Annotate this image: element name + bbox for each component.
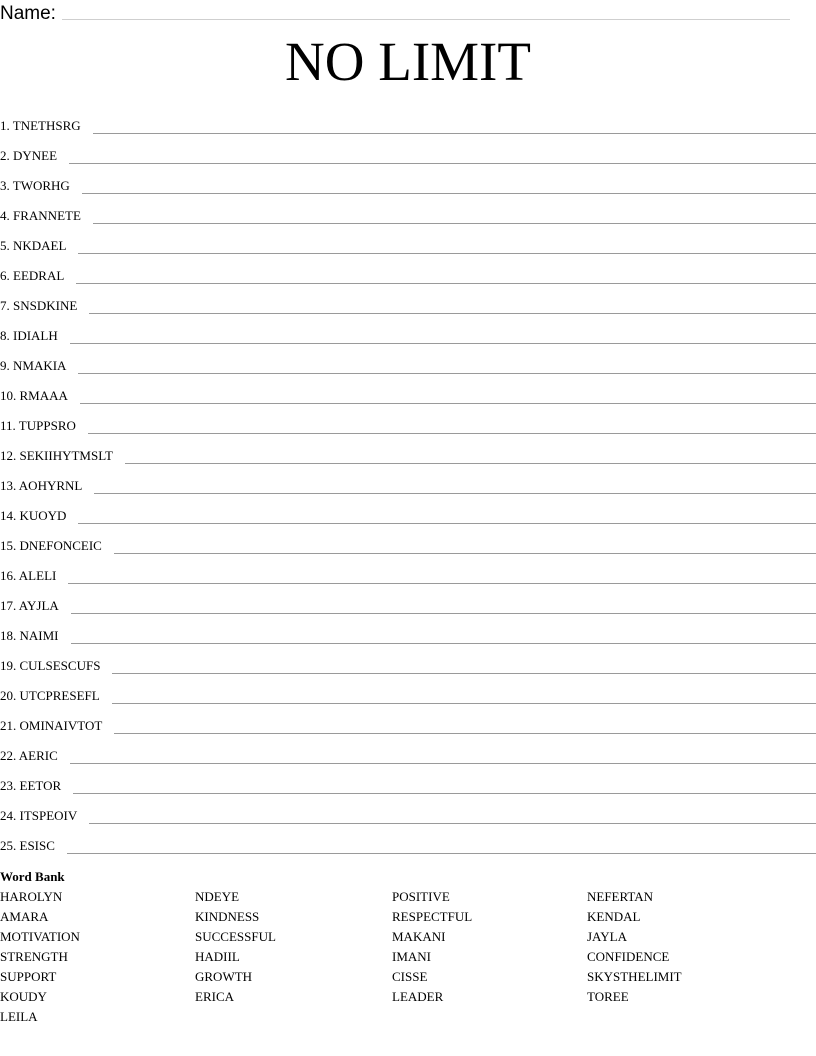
word-bank-item: STRENGTH	[0, 949, 68, 964]
item-number: 6.	[0, 268, 10, 283]
scramble-item	[0, 651, 816, 681]
item-number: 1.	[0, 118, 10, 133]
answer-line[interactable]	[112, 672, 816, 674]
scramble-label	[0, 508, 66, 524]
word-bank-item: SKYSTHELIMIT	[587, 969, 682, 984]
scrambled-word: OMINAIVTOT	[19, 718, 103, 733]
scrambled-word: EEDRAL	[13, 268, 65, 283]
answer-line[interactable]	[70, 342, 816, 344]
name-answer-line[interactable]	[62, 18, 790, 20]
word-bank-item: MAKANI	[392, 929, 446, 944]
item-number: 19.	[0, 658, 17, 673]
word-bank-item: NEFERTAN	[587, 889, 654, 904]
item-number: 22.	[0, 748, 17, 763]
word-bank-item: TOREE	[587, 989, 629, 1004]
item-number: 18.	[0, 628, 17, 643]
answer-line[interactable]	[80, 402, 816, 404]
scrambled-word: EETOR	[19, 778, 62, 793]
item-number: 3.	[0, 178, 10, 193]
scramble-item	[0, 201, 816, 231]
scramble-label	[0, 418, 76, 434]
scramble-label	[0, 448, 113, 464]
word-bank-item: MOTIVATION	[0, 929, 80, 944]
item-number: 5.	[0, 238, 10, 253]
scramble-item	[0, 831, 816, 861]
answer-line[interactable]	[125, 462, 816, 464]
item-number: 15.	[0, 538, 17, 553]
word-bank-item: CONFIDENCE	[587, 949, 670, 964]
word-bank-item: LEADER	[392, 989, 444, 1004]
item-number: 9.	[0, 358, 10, 373]
scramble-label	[0, 388, 68, 404]
answer-line[interactable]	[69, 162, 816, 164]
word-bank-item: GROWTH	[195, 969, 253, 984]
item-number: 25.	[0, 838, 17, 853]
word-bank-item: RESPECTFUL	[392, 909, 473, 924]
scramble-item	[0, 441, 816, 471]
word-bank-item: NDEYE	[195, 889, 240, 904]
scrambled-word: ITSPEOIV	[19, 808, 78, 823]
word-bank-item: SUCCESSFUL	[195, 929, 276, 944]
scramble-label	[0, 808, 77, 824]
word-bank-item: CISSE	[392, 969, 428, 984]
scramble-item	[0, 111, 816, 141]
scramble-item	[0, 471, 816, 501]
scramble-label	[0, 268, 64, 284]
scrambled-word: NAIMI	[19, 628, 59, 643]
item-number: 12.	[0, 448, 17, 463]
scramble-list	[0, 111, 816, 861]
scramble-label	[0, 538, 102, 554]
answer-line[interactable]	[88, 432, 816, 434]
answer-line[interactable]	[93, 132, 816, 134]
item-number: 10.	[0, 388, 17, 403]
scramble-label	[0, 148, 57, 164]
item-number: 2.	[0, 148, 10, 163]
answer-line[interactable]	[82, 192, 816, 194]
scramble-item	[0, 291, 816, 321]
scramble-label	[0, 328, 58, 344]
scrambled-word: SEKIIHYTMSLT	[19, 448, 113, 463]
scrambled-word: NKDAEL	[13, 238, 67, 253]
scramble-label	[0, 208, 81, 224]
answer-line[interactable]	[94, 492, 816, 494]
scramble-item	[0, 231, 816, 261]
item-number: 7.	[0, 298, 10, 313]
item-number: 20.	[0, 688, 17, 703]
answer-line[interactable]	[67, 852, 816, 854]
word-bank-item: KOUDY	[0, 989, 47, 1004]
scramble-label	[0, 298, 77, 314]
scrambled-word: IDIALH	[13, 328, 58, 343]
word-bank-item: AMARA	[0, 909, 49, 924]
scrambled-word: AOHYRNL	[18, 478, 83, 493]
scramble-item	[0, 801, 816, 831]
scrambled-word: UTCPRESEFL	[19, 688, 100, 703]
scrambled-word: DYNEE	[13, 148, 58, 163]
item-number: 11.	[0, 418, 16, 433]
scramble-label	[0, 748, 58, 764]
scramble-item	[0, 141, 816, 171]
scramble-label	[0, 628, 59, 644]
scramble-label	[0, 358, 66, 374]
scramble-label	[0, 688, 100, 704]
word-bank-item: JAYLA	[587, 929, 627, 944]
item-number: 17.	[0, 598, 17, 613]
scrambled-word: TWORHG	[12, 178, 70, 193]
scrambled-word: KUOYD	[19, 508, 67, 523]
scramble-item	[0, 321, 816, 351]
scrambled-word: CULSESCUFS	[19, 658, 101, 673]
answer-line[interactable]	[76, 282, 816, 284]
word-bank-item: KINDNESS	[195, 909, 260, 924]
answer-line[interactable]	[78, 252, 816, 254]
answer-line[interactable]	[73, 792, 816, 794]
scramble-item	[0, 171, 816, 201]
item-number: 8.	[0, 328, 10, 343]
scramble-item	[0, 771, 816, 801]
scramble-label	[0, 718, 102, 734]
word-bank-item: POSITIVE	[392, 889, 450, 904]
scrambled-word: RMAAA	[19, 388, 68, 403]
answer-line[interactable]	[71, 612, 816, 614]
scramble-item	[0, 711, 816, 741]
scramble-item	[0, 561, 816, 591]
scramble-label	[0, 838, 55, 854]
scramble-label	[0, 598, 59, 614]
item-number: 23.	[0, 778, 17, 793]
word-bank-title: Word Bank	[0, 869, 65, 884]
scrambled-word: NMAKIA	[13, 358, 67, 373]
item-number: 4.	[0, 208, 10, 223]
scrambled-word: AERIC	[18, 748, 58, 763]
scramble-label	[0, 238, 66, 254]
word-bank-item: HAROLYN	[0, 889, 63, 904]
scramble-item	[0, 741, 816, 771]
scramble-item	[0, 261, 816, 291]
word-bank-item: KENDAL	[587, 909, 641, 924]
scramble-item	[0, 501, 816, 531]
answer-line[interactable]	[89, 822, 816, 824]
scramble-label	[0, 568, 56, 584]
scramble-label	[0, 178, 70, 194]
answer-line[interactable]	[114, 732, 816, 734]
scramble-item	[0, 381, 816, 411]
scramble-item	[0, 591, 816, 621]
scramble-label	[0, 778, 61, 794]
answer-line[interactable]	[71, 642, 816, 644]
scramble-item	[0, 681, 816, 711]
scrambled-word: TUPPSRO	[18, 418, 76, 433]
scramble-item	[0, 351, 816, 381]
word-bank-item: ERICA	[195, 989, 234, 1004]
word-bank-item: LEILA	[0, 1009, 38, 1024]
item-number: 16.	[0, 568, 17, 583]
item-number: 13.	[0, 478, 17, 493]
word-bank-item: SUPPORT	[0, 969, 57, 984]
answer-line[interactable]	[78, 522, 816, 524]
scrambled-word: AYJLA	[18, 598, 59, 613]
answer-line[interactable]	[68, 582, 816, 584]
answer-line[interactable]	[93, 222, 816, 224]
answer-line[interactable]	[112, 702, 816, 704]
scrambled-word: FRANNETE	[13, 208, 81, 223]
scrambled-word: TNETHSRG	[12, 118, 81, 133]
name-label: Name:	[0, 3, 56, 24]
page-title: NO LIMIT	[285, 31, 531, 92]
item-number: 21.	[0, 718, 17, 733]
answer-line[interactable]	[114, 552, 816, 554]
scramble-item	[0, 531, 816, 561]
word-bank-item: IMANI	[392, 949, 431, 964]
scrambled-word: SNSDKINE	[13, 298, 78, 313]
answer-line[interactable]	[78, 372, 816, 374]
scramble-label	[0, 478, 82, 494]
item-number: 14.	[0, 508, 17, 523]
scrambled-word: ESISC	[19, 838, 55, 853]
scramble-label	[0, 118, 81, 134]
name-row	[0, 0, 790, 24]
scrambled-word: ALELI	[18, 568, 57, 583]
scramble-item	[0, 411, 816, 441]
answer-line[interactable]	[89, 312, 816, 314]
item-number: 24.	[0, 808, 17, 823]
answer-line[interactable]	[70, 762, 816, 764]
scramble-label	[0, 658, 100, 674]
word-bank-item: HADIIL	[195, 949, 240, 964]
scramble-item	[0, 621, 816, 651]
word-bank-grid	[0, 888, 816, 1028]
scrambled-word: DNEFONCEIC	[19, 538, 102, 553]
